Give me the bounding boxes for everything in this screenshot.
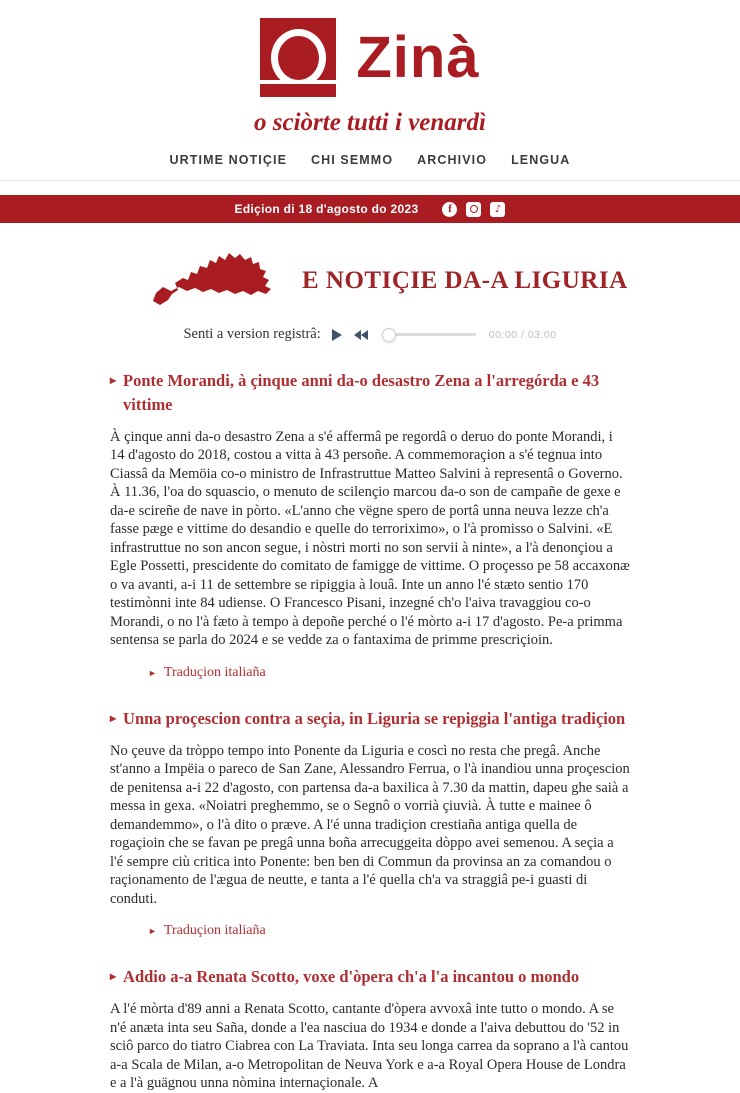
article-procescion-secia: [110, 707, 630, 939]
translation-link[interactable]: ► Traduçion italiaña: [148, 923, 266, 939]
section-header: [150, 247, 630, 314]
rewind-icon[interactable]: [353, 329, 369, 341]
seek-knob[interactable]: [382, 328, 396, 342]
tiktok-icon[interactable]: ♪: [490, 202, 505, 217]
player-time: 00:00 / 03:00: [488, 328, 557, 341]
edition-bar: [0, 195, 740, 223]
article-ponte-morandi: [110, 369, 630, 681]
link-arrow-icon: ►: [148, 667, 157, 678]
translation-link[interactable]: ► Traduçion italiaña: [148, 664, 266, 680]
nav-item-lengua[interactable]: LENGUA: [511, 153, 571, 167]
seek-slider[interactable]: [384, 333, 476, 336]
nav-item-chi-semmo[interactable]: CHI SEMMO: [311, 153, 394, 167]
play-icon[interactable]: [330, 328, 344, 342]
article-renata-scotto: [110, 965, 630, 1092]
article-body: A l'é mòrta d'89 anni a Renata Scotto, cantante d'òpera avvoxâ inte tutto o mondo. A se n'é anæta inta seu Saña, donde a l'ea nasciua do 1934 e donde a l'aiva debuttou do '52 in sciô parco do tiatro Ciabrea con La Traviata. Inta seu longa carrea da soprano a l'à cantou a-a Scala de Milan, a-o Metropolitan de Neuva York e a-a Royal Opera House de Londra e a l'à guägnou unna nòmina internaçionale. A: [110, 1001, 629, 1092]
liguria-map-icon: [150, 247, 276, 314]
brand-name: Zinà: [356, 24, 480, 90]
header: [0, 0, 740, 181]
instagram-icon[interactable]: [466, 202, 481, 217]
facebook-icon[interactable]: f: [442, 202, 457, 217]
social-links: [442, 202, 505, 217]
article-title: ▸ Addio a-a Renata Scotto, voxe d'òpera ch'a l'a incantou o mondo: [110, 965, 630, 989]
header-divider: [0, 180, 740, 181]
main-nav: [0, 153, 740, 167]
bullet-icon: ▸: [110, 710, 117, 725]
link-arrow-icon: ►: [148, 926, 157, 937]
article-body: À çinque anni da-o desastro Zena a s'é affermâ pe regordâ o deruo do ponte Morandi, i 14 d'agosto do 2018, costou a vitta à 43 persoñe. A commemoraçion a s'é tegnua into Ciassâ da Memöia co-o ministro de Infrastruttue Matteo Salvini à representâ o Governo. À 11.36, l'oa do squascio, o menuto de scilençio marcou da-o son de campañe de gexe e da-e scireñe de nave in pòrto. «L'anno che vëgne spero de portâ unna neuva lezze ch'a fasse pæge e vittime do desandio e quelle do terroriximo», o l'à promisso o Salvini. «E infrastruttue no son ancon segue, i nòstri morti no son servii à ninte», a l'à denonçiou a Egle Possetti, prescidente do comitato de famigge de vittime. O proçesso pe 58 accaxonæ o va avanti, a-i 11 de settembre se ripiggia à louâ. Inte un anno l'é stæto sentio 170 testimònni inte 84 udiense. O Francesco Pisani, inzegné ch'o l'aiva travaggiou co-o Morandi, o no l'à fæto à tempo à depoñe perché o l'é mòrto a-i 17 d'agosto. Pe-a primma sentensa se parla do 2024 e se vedde za o fantaxima de primme prescriçioin.: [110, 428, 630, 649]
section-title: E NOTIÇIE DA-A LIGURIA: [302, 266, 628, 294]
edition-date-label: Ediçion di 18 d'agosto do 2023: [234, 202, 419, 216]
article-body: No çeuve da tròppo tempo into Ponente da Liguria e coscì no resta che pregâ. Anche st'anno a Impëia o pareco de San Zane, Alessandro Ferrua, o l'à inandiou unna proçescion de penitensa a-i 22 d'agosto, con partensa da-a baxilica à 7.30 da mattin, dapeu ghe saià a messa in gexa. «Noiatri preghemmo, se o Segnô o vorrià çiuvià. À tutte e mainee ô demandemmo», o l'à dito o præve. A l'é unna tradiçion crestiaña antiga quella de rogaçioin che se favan pe pregâ unna boña arrecuggeita dòppo avei semenou. A seçia a l'é sempre ciù critica into Ponente: ben ben di Commun da provinsa an za comandou o raçionamento de l'ægua de neutte, e tanta a l'é quella ch'a va straggiâ pe-i guasti di conduti.: [110, 742, 630, 907]
brand-tagline: o sciòrte tutti i venardì: [254, 109, 486, 136]
main-content: [110, 247, 630, 1093]
article-title: ▸ Unna proçescion contra a seçia, in Liguria se repiggia l'antiga tradiçion: [110, 707, 630, 731]
player-label: Senti a version registrâ:: [183, 326, 321, 342]
nav-item-urtime-noticie[interactable]: URTIME NOTIÇIE: [169, 153, 288, 167]
nav-item-archivio[interactable]: ARCHIVIO: [417, 153, 488, 167]
audio-player: [110, 326, 630, 343]
bullet-icon: ▸: [110, 969, 117, 984]
logo[interactable]: [0, 18, 740, 97]
bullet-icon: ▸: [110, 373, 117, 387]
zina-logo-icon: [260, 18, 336, 97]
article-title: ▸ Ponte Morandi, à çinque anni da-o desastro Zena a l'arregórda e 43 vittime: [110, 369, 630, 417]
